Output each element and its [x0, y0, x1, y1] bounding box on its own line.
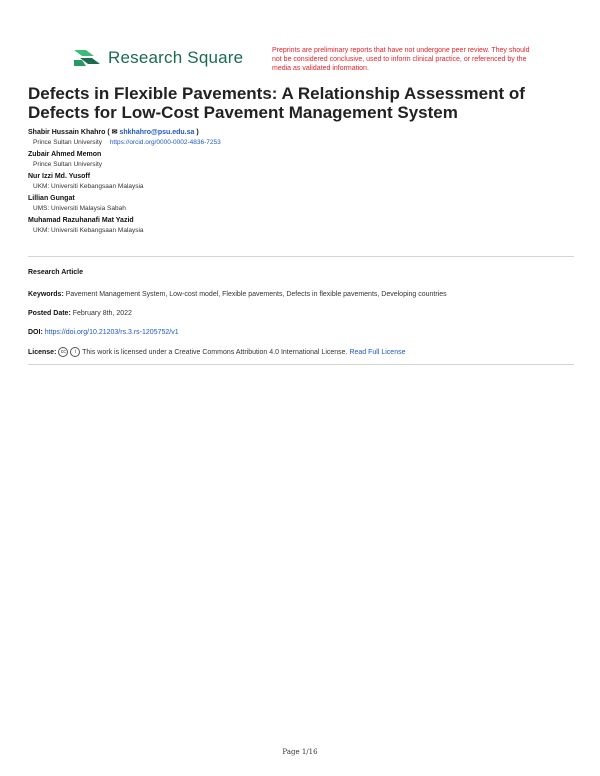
logo-text: Research Square [108, 48, 244, 67]
author-item [28, 128, 576, 148]
creative-commons-icon: cc [58, 347, 68, 357]
author-list [28, 128, 576, 238]
orcid-link[interactable]: https://orcid.org/0000-0002-4836-7253 [109, 139, 221, 146]
read-full-license-link[interactable]: Read Full License [349, 348, 406, 356]
posted-date: Posted Date: February 8th, 2022 [28, 310, 132, 317]
author-item [28, 194, 576, 214]
license: License: cc i This work is licensed under a Creative Commons Attribution 4.0 International License. Read Full License [28, 348, 406, 356]
author-affiliation: UMS: Universiti Malaysia Sabah [33, 205, 126, 212]
research-square-logo-icon [74, 48, 100, 68]
author-affiliation: UKM: Universiti Kebangsaan Malaysia [33, 227, 144, 234]
author-email-link[interactable]: shkhahro@psu.edu.sa [119, 129, 195, 136]
author-affiliation: Prince Sultan University https://orcid.org/0000-0002-4836-7253 [33, 139, 221, 146]
preprint-notice: Preprints are preliminary reports that have not undergone peer review. They should not be considered conclusive, used to inform clinical practice, or referenced by the media as validated information. [272, 47, 530, 72]
divider [28, 364, 574, 365]
author-item [28, 150, 576, 170]
attribution-icon: i [70, 347, 80, 357]
article-type: Research Article [28, 269, 83, 276]
doi: DOI: https://doi.org/10.21203/rs.3.rs-1205752/v1 [28, 329, 179, 336]
article-title: Defects in Flexible Pavements: A Relationship Assessment of Defects for Low-Cost Pavement Management System [28, 84, 525, 122]
envelope-icon: ✉ [111, 129, 118, 136]
author-affiliation: Prince Sultan University [33, 161, 102, 168]
author-affiliation: UKM: Universiti Kebangsaan Malaysia [33, 183, 144, 190]
divider [28, 256, 574, 257]
author-name: Lillian Gungat [28, 195, 75, 202]
author-item [28, 216, 576, 236]
author-name: Nur Izzi Md. Yusoff [28, 173, 91, 180]
author-name: Shabir Hussain Khahro ( ✉ shkhahro@psu.edu.sa ) [28, 129, 199, 136]
author-name: Zubair Ahmed Memon [28, 151, 102, 158]
research-square-logo[interactable] [74, 48, 243, 68]
doi-link[interactable]: https://doi.org/10.21203/rs.3.rs-1205752/v1 [44, 329, 179, 336]
author-item [28, 172, 576, 192]
author-name: Muhamad Razuhanafi Mat Yazid [28, 217, 134, 224]
keywords: Keywords: Pavement Management System, Low-cost model, Flexible pavements, Defects in flexible pavements, Developing countries [28, 291, 447, 298]
page-number: Page 1/16 [282, 748, 318, 756]
